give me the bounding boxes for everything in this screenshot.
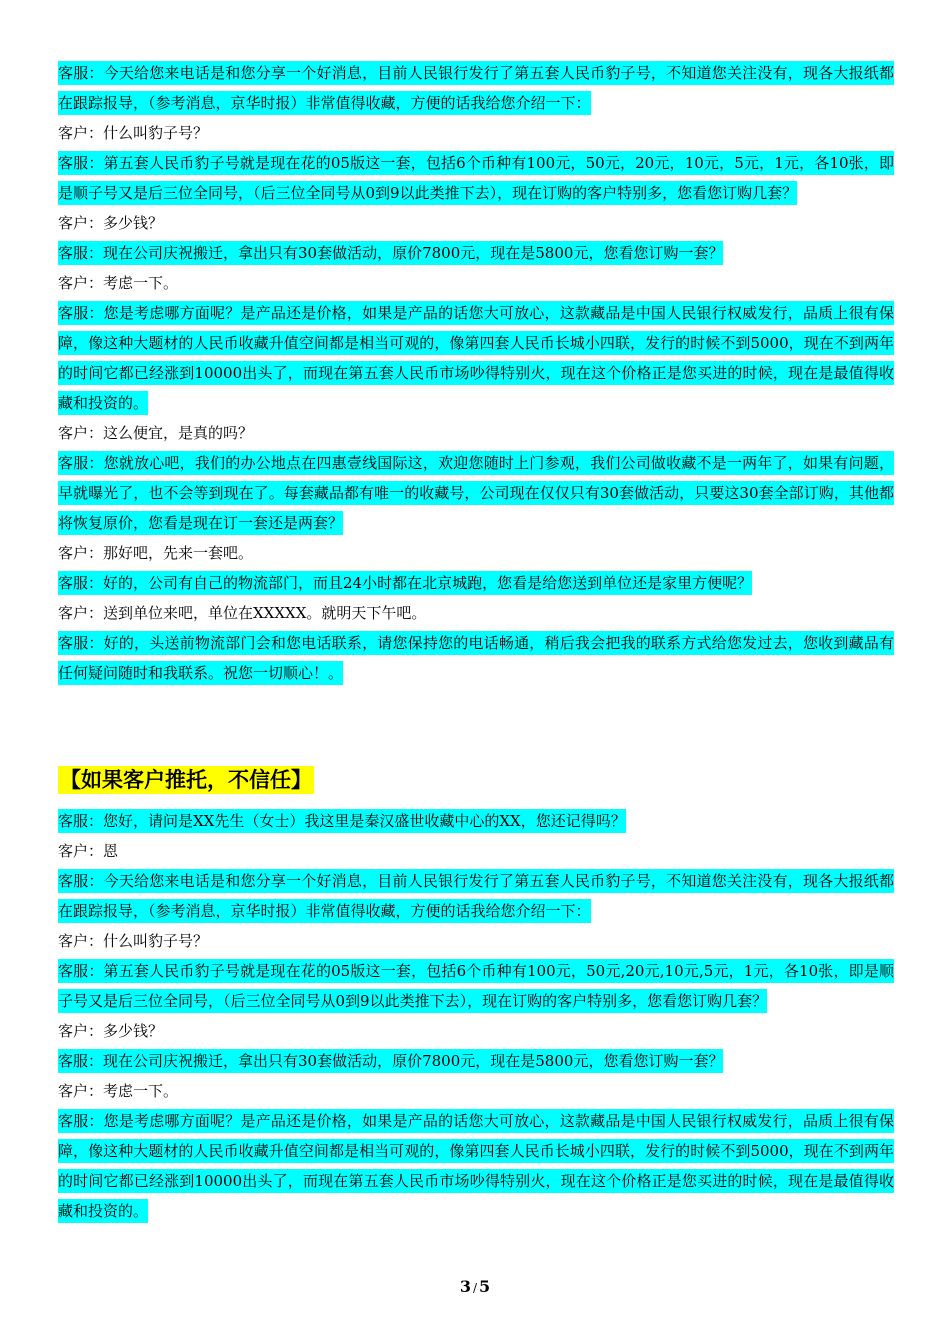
agent-line	[58, 238, 894, 268]
agent-line-text: 客服：今天给您来电话是和您分享一个好消息，目前人民银行发行了第五套人民币豹子号，不知道您关注没有，现各大报纸都在跟踪报导，（参考消息，京华时报）非常值得收藏，方便的话我给您介绍一下：	[58, 61, 894, 115]
agent-line	[58, 448, 894, 538]
agent-line-text: 客服：第五套人民币豹子号就是现在花的05版这一套，包括6个币种有100元，50元,20元,10元,5元，1元，各10张，即是顺子号又是后三位全同号，（后三位全同号从0到9以此类推下去），现在订购的客户特别多，您看您订购几套？	[58, 959, 894, 1013]
customer-line	[58, 598, 894, 628]
agent-line	[58, 298, 894, 418]
customer-line	[58, 1016, 894, 1046]
customer-line-text: 客户：那好吧，先来一套吧。	[58, 544, 254, 562]
customer-line	[58, 268, 894, 298]
agent-line	[58, 148, 894, 208]
customer-line-text: 客户：多少钱？	[58, 214, 164, 232]
agent-line-text: 客服：今天给您来电话是和您分享一个好消息，目前人民银行发行了第五套人民币豹子号，不知道您关注没有，现各大报纸都在跟踪报导，（参考消息，京华时报）非常值得收藏，方便的话我给您介绍一下：	[58, 869, 894, 923]
agent-line	[58, 628, 894, 688]
section-heading-text: 【如果客户推托，不信任】	[60, 768, 312, 792]
customer-line	[58, 926, 894, 956]
customer-line	[58, 418, 894, 448]
agent-line-text: 客服：您是考虑哪方面呢？是产品还是价格，如果是产品的话您大可放心，这款藏品是中国人民银行权威发行，品质上很有保障，像这种大题材的人民币收藏升值空间都是相当可观的，像第四套人民币长城小四联，发行的时候不到5000，现在不到两年的时间它都已经涨到10000出头了，而现在第五套人民币市场吵得特别火，现在这个价格正是您买进的时候，现在是最值得收藏和投资的。	[58, 301, 894, 415]
dialogue-section-1	[58, 58, 894, 688]
customer-line-text: 客户：考虑一下。	[58, 1082, 179, 1100]
customer-line	[58, 208, 894, 238]
customer-line-text: 客户：什么叫豹子号？	[58, 124, 209, 142]
customer-line-text: 客户：送到单位来吧，单位在XXXXX。就明天下午吧。	[58, 604, 427, 622]
agent-line-text: 客服：好的，公司有自己的物流部门，而且24小时都在北京城跑，您看是给您送到单位还是家里方便呢？	[58, 571, 752, 595]
agent-line	[58, 1106, 894, 1226]
agent-line	[58, 568, 894, 598]
agent-line-text: 客服：您好，请问是XX先生（女士）我这里是秦汉盛世收藏中心的XX，您还记得吗？	[58, 809, 626, 833]
page-number-separator: /	[472, 1281, 478, 1295]
customer-line	[58, 836, 894, 866]
customer-line	[58, 538, 894, 568]
agent-line	[58, 1046, 894, 1076]
dialogue-section-2	[58, 806, 894, 1226]
agent-line-text: 客服：您是考虑哪方面呢？是产品还是价格，如果是产品的话您大可放心，这款藏品是中国人民银行权威发行，品质上很有保障，像这种大题材的人民币收藏升值空间都是相当可观的，像第四套人民币长城小四联，发行的时候不到5000，现在不到两年的时间它都已经涨到10000出头了，而现在第五套人民币市场吵得特别火，现在这个价格正是您买进的时候，现在是最值得收藏和投资的。	[58, 1109, 894, 1223]
customer-line-text: 客户：什么叫豹子号？	[58, 932, 209, 950]
page-number-total: 5	[479, 1277, 491, 1296]
agent-line	[58, 956, 894, 1016]
agent-line-text: 客服：您就放心吧，我们的办公地点在四惠壹线国际这，欢迎您随时上门参观，我们公司做收藏不是一两年了，如果有问题，早就曝光了，也不会等到现在了。每套藏品都有唯一的收藏号，公司现在仅仅只有30套做活动，只要这30套全部订购，其他都将恢复原价，您看是现在订一套还是两套？	[58, 451, 894, 535]
agent-line-text: 客服：现在公司庆祝搬迁，拿出只有30套做活动，原价7800元，现在是5800元，您看您订购一套？	[58, 1049, 723, 1073]
section-heading	[58, 762, 894, 800]
agent-line	[58, 806, 894, 836]
customer-line-text: 客户：恩	[58, 842, 119, 860]
agent-line-text: 客服：现在公司庆祝搬迁，拿出只有30套做活动，原价7800元，现在是5800元，您看您订购一套？	[58, 241, 723, 265]
agent-line	[58, 58, 894, 118]
customer-line-text: 客户：考虑一下。	[58, 274, 179, 292]
page-number-current: 3	[459, 1277, 471, 1296]
customer-line-text: 客户：多少钱？	[58, 1022, 164, 1040]
customer-line-text: 客户：这么便宜，是真的吗？	[58, 424, 254, 442]
agent-line-text: 客服：第五套人民币豹子号就是现在花的05版这一套，包括6个币种有100元，50元，20元，10元，5元，1元，各10张，即是顺子号又是后三位全同号，（后三位全同号从0到9以此类推下去），现在订购的客户特别多，您看您订购几套？	[58, 151, 894, 205]
customer-line	[58, 118, 894, 148]
page-footer	[0, 1276, 950, 1299]
section-spacer	[58, 688, 894, 748]
document-content	[58, 58, 894, 1226]
agent-line	[58, 866, 894, 926]
customer-line	[58, 1076, 894, 1106]
agent-line-text: 客服：好的，头送前物流部门会和您电话联系，请您保持您的电话畅通，稍后我会把我的联系方式给您发过去，您收到藏品有任何疑问随时和我联系。祝您一切顺心！。	[58, 631, 894, 685]
